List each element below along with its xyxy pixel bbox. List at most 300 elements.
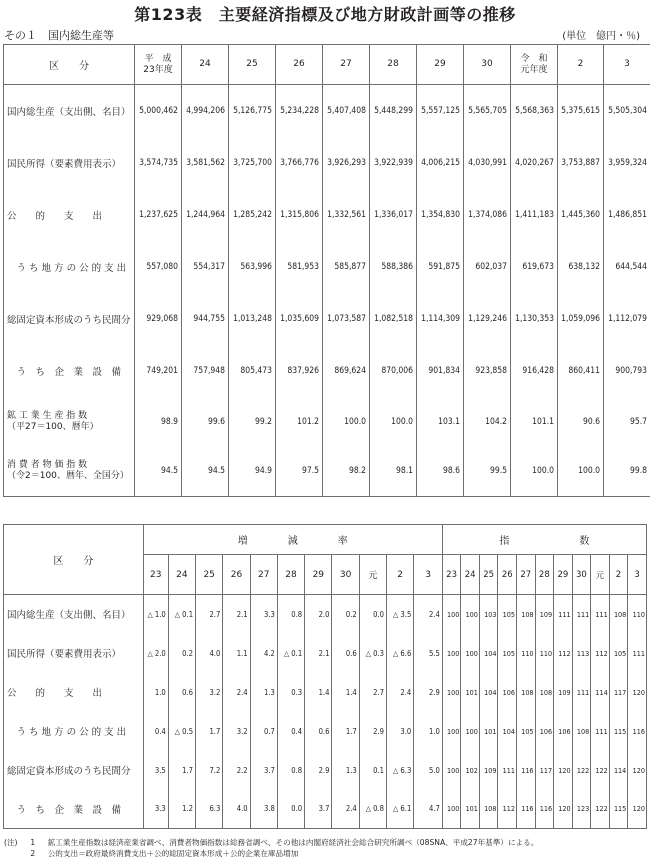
rate-cell: △ 0.1 <box>277 634 304 673</box>
table-row <box>4 137 650 189</box>
rate-cell: 2.4 <box>223 673 250 712</box>
corner-header: 区 分 <box>4 525 144 595</box>
notes-label: (注) <box>4 838 18 847</box>
rate-cell: △ 1.0 <box>143 595 168 634</box>
index-year-header: 24 <box>461 555 480 595</box>
table-row <box>4 673 647 712</box>
table-row <box>4 293 650 345</box>
value-cell: 602,037 <box>464 241 511 293</box>
value-cell: 99.6 <box>182 397 229 447</box>
index-cell: 111 <box>591 712 610 751</box>
value-cell: 103.1 <box>417 397 464 447</box>
value-cell: 4,994,206 <box>182 85 229 137</box>
rate-cell: 1.4 <box>332 673 359 712</box>
value-cell: 3,753,887 <box>558 137 604 189</box>
index-cell: 101 <box>479 712 498 751</box>
index-cell: 100 <box>461 712 480 751</box>
value-cell: 585,877 <box>323 241 370 293</box>
year-header: 2 <box>558 45 604 85</box>
value-cell: 5,407,408 <box>323 85 370 137</box>
value-cell: 554,317 <box>182 241 229 293</box>
value-cell: 5,234,228 <box>276 85 323 137</box>
value-cell: 581,953 <box>276 241 323 293</box>
index-cell: 111 <box>572 673 591 712</box>
rate-cell: △ 2.0 <box>143 634 168 673</box>
rate-cell: 0.4 <box>143 712 168 751</box>
rate-cell: 2.7 <box>196 595 223 634</box>
index-cell: 100 <box>442 634 461 673</box>
index-cell: 102 <box>461 751 480 790</box>
index-cell: 104 <box>479 634 498 673</box>
year-header: 24 <box>182 45 229 85</box>
value-cell: 1,112,079 <box>604 293 650 345</box>
rate-cell: 0.0 <box>277 790 304 829</box>
value-cell: 1,035,609 <box>276 293 323 345</box>
index-cell: 110 <box>535 634 554 673</box>
value-cell: 100.0 <box>370 397 417 447</box>
value-cell: 104.2 <box>464 397 511 447</box>
value-cell: 4,030,991 <box>464 137 511 189</box>
rate-cell: 5.5 <box>414 634 443 673</box>
index-cell: 103 <box>479 595 498 634</box>
value-cell: 638,132 <box>558 241 604 293</box>
rate-cell: 3.8 <box>250 790 277 829</box>
value-cell: 644,544 <box>604 241 650 293</box>
year-header: 3 <box>604 45 650 85</box>
value-cell: 916,428 <box>511 345 558 397</box>
index-cell: 122 <box>591 751 610 790</box>
year-header: 平 成 23年度 <box>135 45 182 85</box>
index-cell: 105 <box>517 712 536 751</box>
index-cell: 112 <box>498 790 517 829</box>
rate-cell: 3.7 <box>305 790 332 829</box>
index-cell: 106 <box>554 712 573 751</box>
value-cell: 1,130,353 <box>511 293 558 345</box>
rate-cell: △ 6.6 <box>387 634 414 673</box>
value-cell: 98.6 <box>417 447 464 497</box>
table-row <box>4 397 650 447</box>
index-cell: 120 <box>554 751 573 790</box>
value-cell: 98.2 <box>323 447 370 497</box>
index-cell: 110 <box>517 634 536 673</box>
index-cell: 109 <box>479 751 498 790</box>
value-cell: 1,445,360 <box>558 189 604 241</box>
rate-cell: 1.7 <box>332 712 359 751</box>
rate-year-header: 29 <box>305 555 332 595</box>
index-cell: 104 <box>479 673 498 712</box>
rate-cell: △ 6.3 <box>387 751 414 790</box>
table-row <box>4 447 650 497</box>
rate-cell: 3.3 <box>250 595 277 634</box>
table-row <box>4 345 650 397</box>
index-cell: 120 <box>628 790 647 829</box>
index-cell: 122 <box>572 751 591 790</box>
rate-cell: △ 0.1 <box>168 595 195 634</box>
value-cell: 5,448,299 <box>370 85 417 137</box>
index-cell: 111 <box>554 595 573 634</box>
rate-cell: 0.8 <box>277 751 304 790</box>
rate-year-header: 元 <box>359 555 386 595</box>
value-cell: 99.8 <box>604 447 650 497</box>
year-header: 29 <box>417 45 464 85</box>
rate-cell: 2.9 <box>305 751 332 790</box>
value-cell: 900,793 <box>604 345 650 397</box>
value-cell: 101.2 <box>276 397 323 447</box>
index-cell: 116 <box>535 790 554 829</box>
rate-cell: 0.2 <box>332 595 359 634</box>
rate-cell: 3.3 <box>143 790 168 829</box>
value-cell: 1,082,518 <box>370 293 417 345</box>
index-cell: 105 <box>498 595 517 634</box>
rate-cell: 2.2 <box>223 751 250 790</box>
footnote-2 <box>4 848 538 859</box>
footnote-1 <box>4 837 538 848</box>
value-cell: 1,244,964 <box>182 189 229 241</box>
row-label: 国民所得（要素費用表示） <box>4 634 144 673</box>
rate-cell: 0.6 <box>305 712 332 751</box>
value-cell: 5,505,304 <box>604 85 650 137</box>
table-row <box>4 595 647 634</box>
row-label: 国民所得（要素費用表示） <box>4 137 135 189</box>
rate-year-header: 30 <box>332 555 359 595</box>
index-cell: 109 <box>535 595 554 634</box>
rate-group-header: 増 減 率 <box>143 525 442 555</box>
index-year-header: 28 <box>535 555 554 595</box>
row-label: 消 費 者 物 価 指 数 （令2＝100、暦年、全国分） <box>4 447 135 497</box>
value-cell: 837,926 <box>276 345 323 397</box>
rate-year-header: 28 <box>277 555 304 595</box>
value-cell: 870,006 <box>370 345 417 397</box>
header-row <box>4 45 650 85</box>
rate-cell: △ 6.1 <box>387 790 414 829</box>
value-cell: 860,411 <box>558 345 604 397</box>
index-cell: 111 <box>498 751 517 790</box>
rate-cell: 4.7 <box>414 790 443 829</box>
index-group-header: 指 数 <box>442 525 646 555</box>
value-cell: 100.0 <box>323 397 370 447</box>
rate-cell: 1.7 <box>196 712 223 751</box>
index-year-header: 元 <box>591 555 610 595</box>
rate-index-table <box>3 524 647 829</box>
index-cell: 108 <box>609 595 628 634</box>
table-row <box>4 634 647 673</box>
index-cell: 117 <box>609 673 628 712</box>
rate-cell: 2.4 <box>387 673 414 712</box>
footnote-number: 1 <box>30 838 36 847</box>
index-cell: 120 <box>628 751 647 790</box>
index-cell: 108 <box>572 712 591 751</box>
value-cell: 1,237,625 <box>135 189 182 241</box>
group-header-row <box>4 525 647 555</box>
rate-year-header: 3 <box>414 555 443 595</box>
index-cell: 120 <box>628 673 647 712</box>
unit-label: (単位 億円・％) <box>562 31 640 42</box>
value-cell: 3,766,776 <box>276 137 323 189</box>
row-label: う ち 企 業 設 備 <box>4 345 135 397</box>
footnote-text: 鉱工業生産指数は経済産業省調べ、消費者物価指数は総務省調べ、その他は内閣府経済社会総合研究所調べ（08SNA、平成27年基準）による。 <box>47 838 539 847</box>
rate-cell: 2.7 <box>359 673 386 712</box>
rate-cell: 0.6 <box>168 673 195 712</box>
value-cell: 3,581,562 <box>182 137 229 189</box>
year-header: 28 <box>370 45 417 85</box>
value-cell: 944,755 <box>182 293 229 345</box>
row-label: 公 的 支 出 <box>4 673 144 712</box>
year-header: 27 <box>323 45 370 85</box>
rate-cell: 3.2 <box>196 673 223 712</box>
rate-year-header: 26 <box>223 555 250 595</box>
index-cell: 112 <box>554 634 573 673</box>
footnote-number: 2 <box>30 849 36 858</box>
index-cell: 115 <box>609 790 628 829</box>
rate-cell: 3.7 <box>250 751 277 790</box>
value-cell: 1,073,587 <box>323 293 370 345</box>
table-row <box>4 751 647 790</box>
value-cell: 869,624 <box>323 345 370 397</box>
value-cell: 3,574,735 <box>135 137 182 189</box>
index-cell: 100 <box>442 790 461 829</box>
index-cell: 105 <box>498 634 517 673</box>
value-cell: 1,332,561 <box>323 189 370 241</box>
table-row <box>4 189 650 241</box>
index-cell: 108 <box>517 673 536 712</box>
year-header: 26 <box>276 45 323 85</box>
index-cell: 100 <box>442 673 461 712</box>
value-cell: 1,013,248 <box>229 293 276 345</box>
rate-year-header: 25 <box>196 555 223 595</box>
rate-cell: 1.0 <box>414 712 443 751</box>
rate-cell: 2.1 <box>305 634 332 673</box>
row-label: 総固定資本形成のうち民間分 <box>4 751 144 790</box>
value-cell: 557,080 <box>135 241 182 293</box>
value-cell: 3,959,324 <box>604 137 650 189</box>
value-cell: 757,948 <box>182 345 229 397</box>
rate-cell: 1.1 <box>223 634 250 673</box>
row-label: 公 的 支 出 <box>4 189 135 241</box>
rate-cell: 1.7 <box>168 751 195 790</box>
value-cell: 1,315,806 <box>276 189 323 241</box>
value-cell: 90.6 <box>558 397 604 447</box>
value-cell: 1,336,017 <box>370 189 417 241</box>
rate-cell: 4.0 <box>223 790 250 829</box>
index-year-header: 27 <box>517 555 536 595</box>
rate-cell: 5.0 <box>414 751 443 790</box>
rate-year-header: 27 <box>250 555 277 595</box>
value-cell: 5,126,775 <box>229 85 276 137</box>
value-cell: 929,068 <box>135 293 182 345</box>
index-cell: 113 <box>572 634 591 673</box>
rate-cell: 3.0 <box>387 712 414 751</box>
year-header: 令 和 元年度 <box>511 45 558 85</box>
rate-cell: 0.3 <box>277 673 304 712</box>
index-cell: 116 <box>628 712 647 751</box>
index-cell: 100 <box>442 751 461 790</box>
rate-cell: 3.2 <box>223 712 250 751</box>
index-cell: 100 <box>442 712 461 751</box>
index-cell: 100 <box>461 595 480 634</box>
rate-cell: 0.2 <box>168 634 195 673</box>
value-cell: 5,565,705 <box>464 85 511 137</box>
index-cell: 105 <box>609 634 628 673</box>
footnote-text: 公的支出＝政府最終消費支出＋公的総固定資本形成＋公的企業在庫品増加 <box>47 849 299 858</box>
value-cell: 591,875 <box>417 241 464 293</box>
index-year-header: 25 <box>479 555 498 595</box>
index-cell: 114 <box>591 673 610 712</box>
rate-year-header: 23 <box>143 555 168 595</box>
value-cell: 99.2 <box>229 397 276 447</box>
rate-year-header: 2 <box>387 555 414 595</box>
value-cell: 95.7 <box>604 397 650 447</box>
value-cell: 94.9 <box>229 447 276 497</box>
value-cell: 5,375,615 <box>558 85 604 137</box>
rate-cell: 2.4 <box>332 790 359 829</box>
index-cell: 111 <box>591 595 610 634</box>
value-cell: 1,486,851 <box>604 189 650 241</box>
value-cell: 94.5 <box>135 447 182 497</box>
value-cell: 98.1 <box>370 447 417 497</box>
rate-cell: 4.2 <box>250 634 277 673</box>
rate-cell: 1.2 <box>168 790 195 829</box>
rate-cell: 2.9 <box>414 673 443 712</box>
index-year-header: 26 <box>498 555 517 595</box>
table-row <box>4 712 647 751</box>
value-cell: 563,996 <box>229 241 276 293</box>
rate-cell: 0.7 <box>250 712 277 751</box>
index-cell: 111 <box>572 595 591 634</box>
rate-cell: 2.4 <box>414 595 443 634</box>
page-title: 第123表 主要経済指標及び地方財政計画等の推移 <box>134 5 516 24</box>
index-cell: 116 <box>517 751 536 790</box>
value-cell: 3,725,700 <box>229 137 276 189</box>
table-row <box>4 85 650 137</box>
index-cell: 123 <box>572 790 591 829</box>
value-cell: 4,006,215 <box>417 137 464 189</box>
index-cell: 116 <box>517 790 536 829</box>
index-cell: 122 <box>591 790 610 829</box>
rate-year-header: 24 <box>168 555 195 595</box>
value-cell: 97.5 <box>276 447 323 497</box>
value-cell: 5,557,125 <box>417 85 464 137</box>
value-cell: 923,858 <box>464 345 511 397</box>
index-cell: 106 <box>498 673 517 712</box>
rate-cell: 0.6 <box>332 634 359 673</box>
index-cell: 101 <box>461 673 480 712</box>
value-cell: 4,020,267 <box>511 137 558 189</box>
index-cell: 106 <box>535 712 554 751</box>
table-row <box>4 241 650 293</box>
rate-cell: 1.3 <box>250 673 277 712</box>
corner-header: 区 分 <box>4 45 135 85</box>
index-cell: 104 <box>498 712 517 751</box>
value-cell: 3,922,939 <box>370 137 417 189</box>
index-cell: 100 <box>461 634 480 673</box>
index-cell: 100 <box>442 595 461 634</box>
index-cell: 111 <box>628 634 647 673</box>
index-cell: 108 <box>479 790 498 829</box>
value-cell: 5,000,462 <box>135 85 182 137</box>
value-cell: 94.5 <box>182 447 229 497</box>
rate-cell: △ 0.5 <box>168 712 195 751</box>
footnotes <box>4 837 538 859</box>
value-cell: 98.9 <box>135 397 182 447</box>
table-row <box>4 790 647 829</box>
rate-cell: 3.5 <box>143 751 168 790</box>
rate-cell: 6.3 <box>196 790 223 829</box>
value-cell: 619,673 <box>511 241 558 293</box>
section-subtitle: その１ 国内総生産等 <box>4 29 114 42</box>
value-cell: 805,473 <box>229 345 276 397</box>
index-year-header: 29 <box>554 555 573 595</box>
index-cell: 114 <box>609 751 628 790</box>
value-cell: 1,354,830 <box>417 189 464 241</box>
rate-cell: △ 0.8 <box>359 790 386 829</box>
index-cell: 112 <box>591 634 610 673</box>
row-label: 総固定資本形成のうち民間分 <box>4 293 135 345</box>
value-cell: 1,114,309 <box>417 293 464 345</box>
value-cell: 1,285,242 <box>229 189 276 241</box>
value-cell: 100.0 <box>558 447 604 497</box>
value-cell: 1,411,183 <box>511 189 558 241</box>
index-cell: 117 <box>535 751 554 790</box>
value-cell: 5,568,363 <box>511 85 558 137</box>
value-cell: 588,386 <box>370 241 417 293</box>
rate-cell: 1.4 <box>305 673 332 712</box>
rate-cell: 2.9 <box>359 712 386 751</box>
index-cell: 108 <box>535 673 554 712</box>
rate-cell: 1.3 <box>332 751 359 790</box>
index-cell: 109 <box>554 673 573 712</box>
rate-cell: 2.0 <box>305 595 332 634</box>
row-label: 国内総生産（支出側、名目） <box>4 85 135 137</box>
row-label: う ち 地 方 の 公 的 支 出 <box>4 712 144 751</box>
rate-cell: 4.0 <box>196 634 223 673</box>
rate-cell: 2.1 <box>223 595 250 634</box>
index-cell: 108 <box>517 595 536 634</box>
value-cell: 101.1 <box>511 397 558 447</box>
value-cell: 3,926,293 <box>323 137 370 189</box>
row-label: う ち 地 方 の 公 的 支 出 <box>4 241 135 293</box>
value-cell: 99.5 <box>464 447 511 497</box>
index-cell: 115 <box>609 712 628 751</box>
year-header: 30 <box>464 45 511 85</box>
index-cell: 110 <box>628 595 647 634</box>
rate-cell: 0.0 <box>359 595 386 634</box>
value-cell: 1,129,246 <box>464 293 511 345</box>
rate-cell: 1.0 <box>143 673 168 712</box>
index-year-header: 30 <box>572 555 591 595</box>
row-label: 国内総生産（支出側、名目） <box>4 595 144 634</box>
index-year-header: 2 <box>609 555 628 595</box>
gdp-table <box>3 44 650 497</box>
index-year-header: 23 <box>442 555 461 595</box>
rate-cell: △ 0.3 <box>359 634 386 673</box>
index-cell: 101 <box>461 790 480 829</box>
rate-cell: 0.1 <box>359 751 386 790</box>
year-header: 25 <box>229 45 276 85</box>
row-label: う ち 企 業 設 備 <box>4 790 144 829</box>
row-label: 鉱 工 業 生 産 指 数 （平27＝100、暦年） <box>4 397 135 447</box>
value-cell: 100.0 <box>511 447 558 497</box>
rate-cell: 0.8 <box>277 595 304 634</box>
index-year-header: 3 <box>628 555 647 595</box>
value-cell: 1,374,086 <box>464 189 511 241</box>
value-cell: 749,201 <box>135 345 182 397</box>
rate-cell: 0.4 <box>277 712 304 751</box>
index-cell: 120 <box>554 790 573 829</box>
value-cell: 901,834 <box>417 345 464 397</box>
value-cell: 1,059,096 <box>558 293 604 345</box>
rate-cell: △ 3.5 <box>387 595 414 634</box>
rate-cell: 7.2 <box>196 751 223 790</box>
